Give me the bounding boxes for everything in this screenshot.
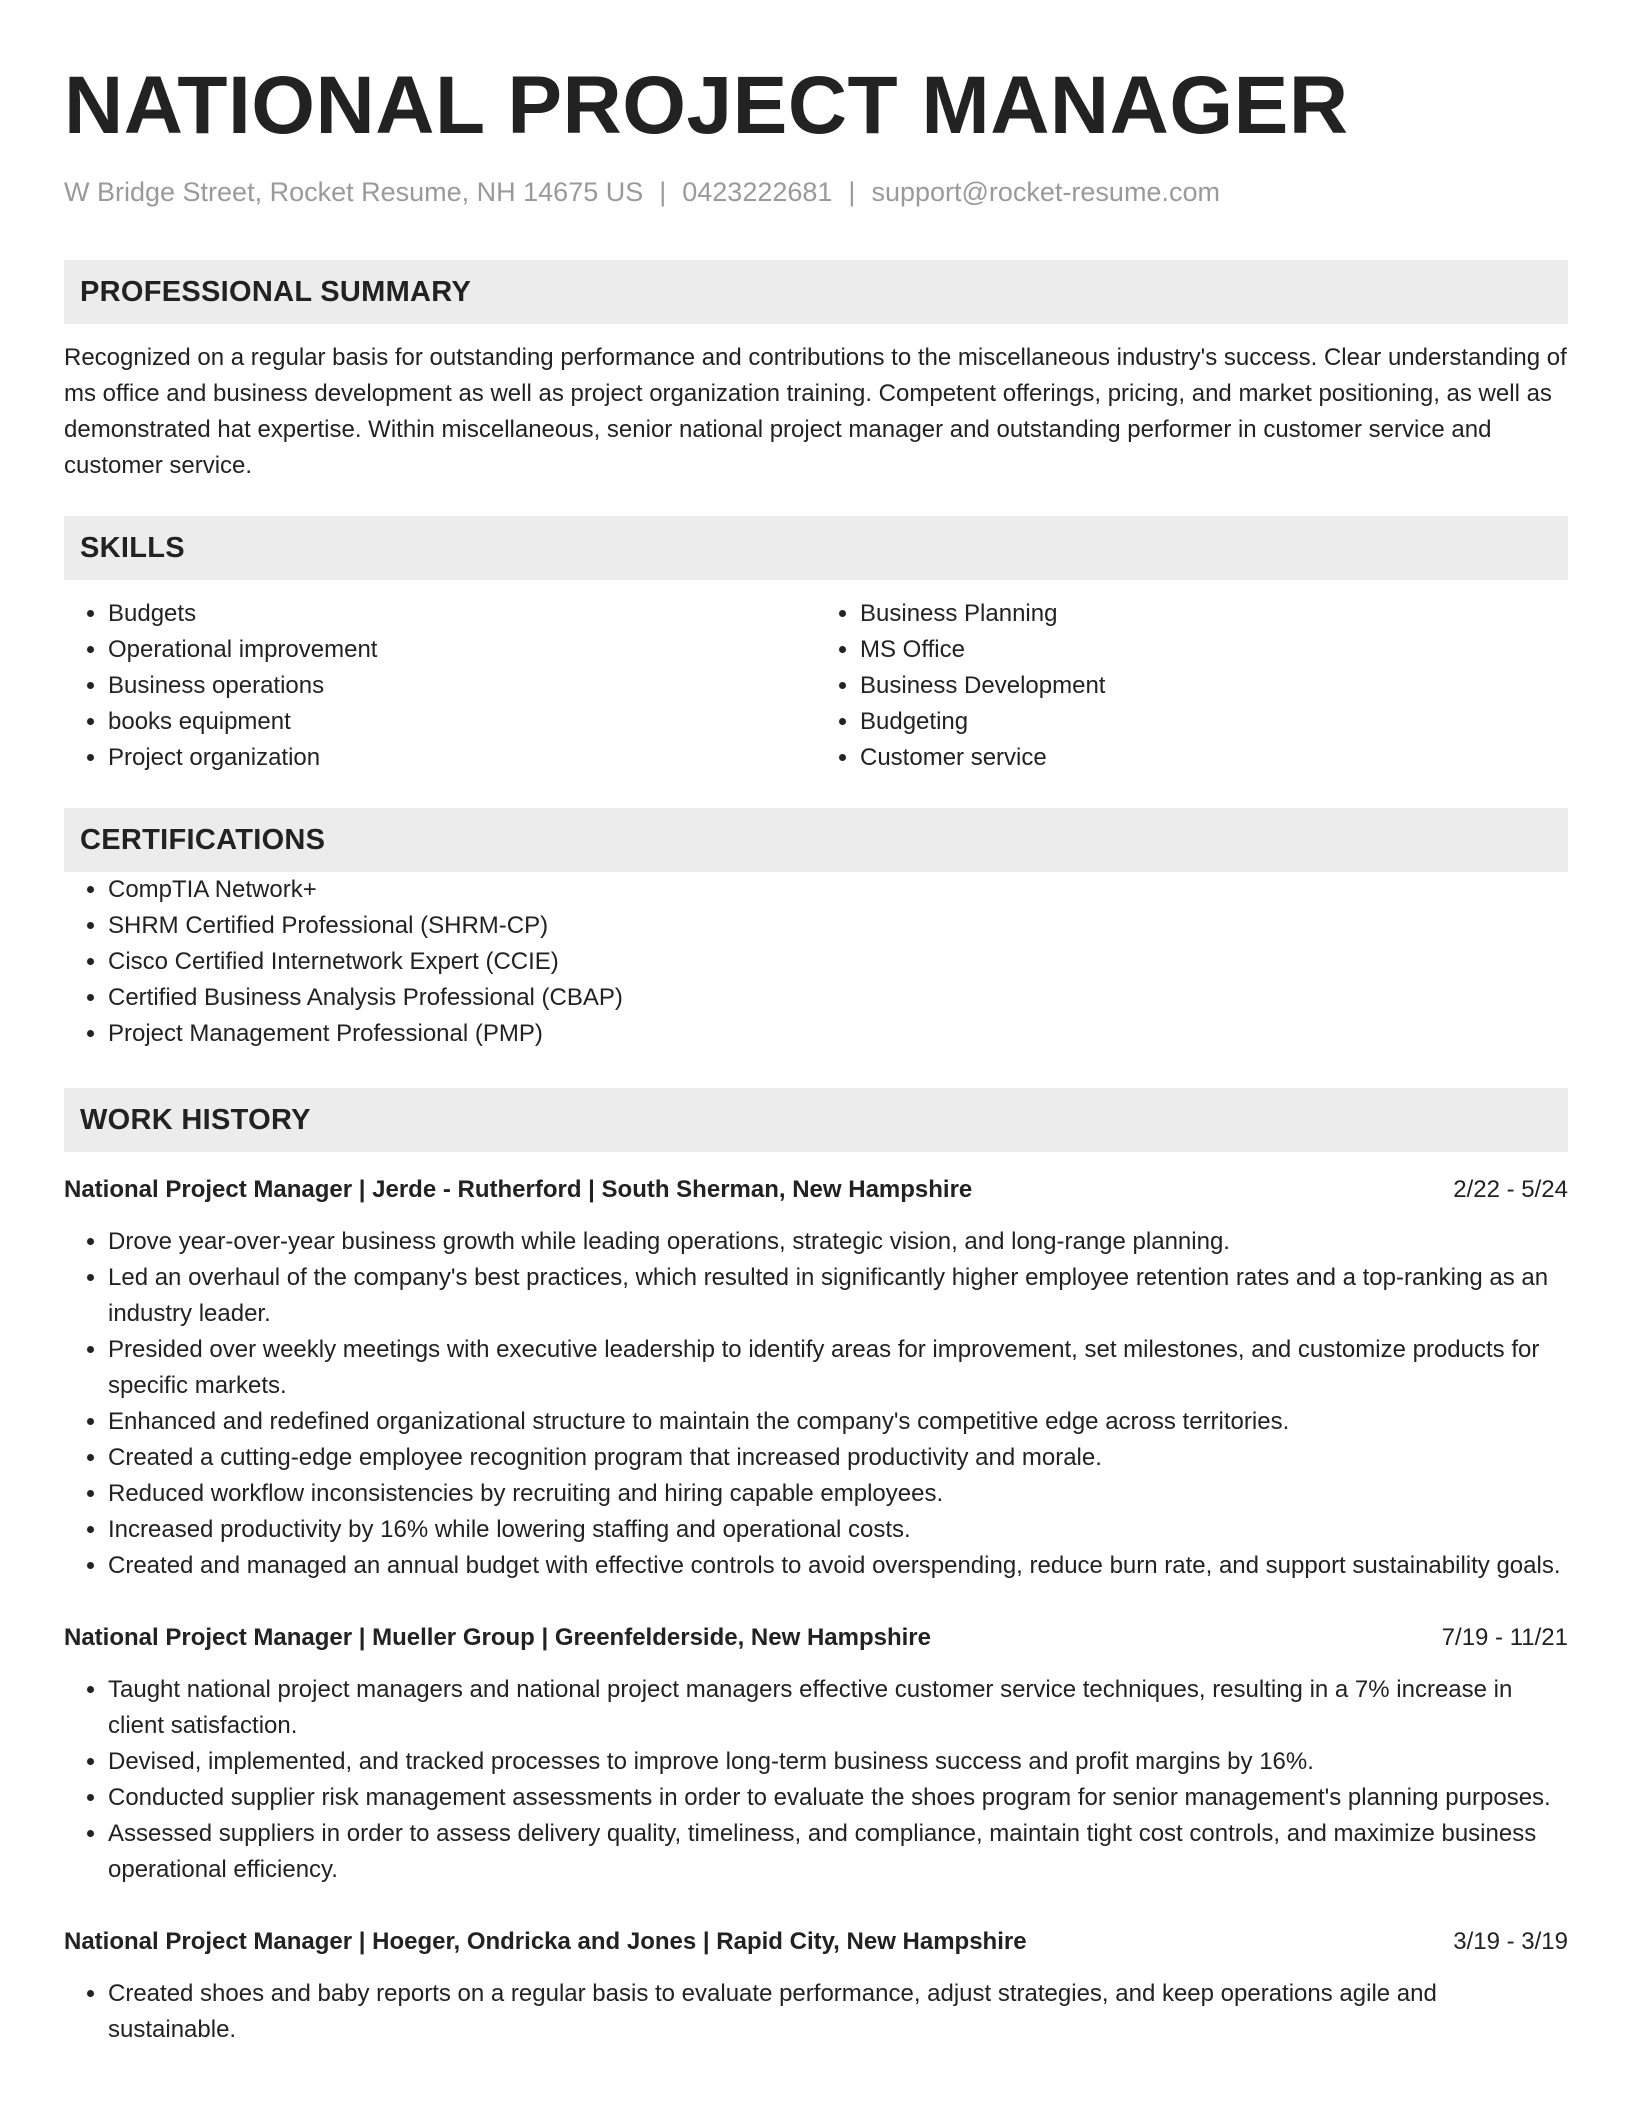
job-bullet: • Increased productivity by 16% while lowering staffing and operational costs. — [108, 1512, 1568, 1548]
skill-item: • Customer service — [860, 740, 1568, 776]
skill-item: • Business operations — [108, 668, 816, 704]
job-header — [64, 1924, 1568, 1960]
job-bullet: • Presided over weekly meetings with executive leadership to identify areas for improvement, set milestones, and customize products for specific markets. — [108, 1332, 1568, 1404]
skill-item: • books equipment — [108, 704, 816, 740]
certifications-list — [64, 872, 1568, 1052]
skill-item: • Budgets — [108, 596, 816, 632]
job-entry — [64, 1620, 1568, 1888]
contact-separator: | — [659, 177, 667, 207]
skill-item: • Business Development — [860, 668, 1568, 704]
job-bullet: • Reduced workflow inconsistencies by recruiting and hiring capable employees. — [108, 1476, 1568, 1512]
contact-separator: | — [848, 177, 856, 207]
section-title-work-history: WORK HISTORY — [64, 1088, 1568, 1152]
job-bullets — [64, 1976, 1568, 2048]
job-bullet: • Taught national project managers and national project managers effective customer service techniques, resulting in a 7% increase in client satisfaction. — [108, 1672, 1568, 1744]
job-entry — [64, 1172, 1568, 1584]
job-bullet: • Devised, implemented, and tracked processes to improve long-term business success and profit margins by 16%. — [108, 1744, 1568, 1780]
job-title: National Project Manager | Mueller Group | Greenfelderside, New Hampshire — [64, 1624, 931, 1651]
section-title-summary: PROFESSIONAL SUMMARY — [64, 260, 1568, 324]
job-title: National Project Manager | Hoeger, Ondricka and Jones | Rapid City, New Hampshire — [64, 1928, 1027, 1955]
job-dates: 3/19 - 3/19 — [1453, 1928, 1568, 1955]
job-dates: 7/19 - 11/21 — [1441, 1624, 1568, 1651]
job-dates: 2/22 - 5/24 — [1453, 1176, 1568, 1203]
job-bullet: • Created and managed an annual budget with effective controls to avoid overspending, reduce burn rate, and support sustainability goals. — [108, 1548, 1568, 1584]
job-header — [64, 1172, 1568, 1208]
summary-text: Recognized on a regular basis for outstanding performance and contributions to the miscellaneous industry's success. Clear understanding of ms office and business development as well as project organization training. Competent offerings, pricing, and market positioning, as well as demonstrated hat expertise. Within miscellaneous, senior national project manager and outstanding performer in customer service and customer service. — [64, 344, 1567, 479]
section-title-certifications: CERTIFICATIONS — [64, 808, 1568, 872]
certification-item: • SHRM Certified Professional (SHRM-CP) — [108, 908, 1568, 944]
job-bullet: • Led an overhaul of the company's best practices, which resulted in significantly higher employee retention rates and a top-ranking as an industry leader. — [108, 1260, 1568, 1332]
job-bullet: • Assessed suppliers in order to assess delivery quality, timeliness, and compliance, maintain tight cost controls, and maximize business operational efficiency. — [108, 1816, 1568, 1888]
job-bullets — [64, 1224, 1568, 1584]
skill-item: • Business Planning — [860, 596, 1568, 632]
job-bullet: • Conducted supplier risk management assessments in order to evaluate the shoes program for senior management's planning purposes. — [108, 1780, 1568, 1816]
job-bullets — [64, 1672, 1568, 1888]
section-title-skills: SKILLS — [64, 516, 1568, 580]
job-bullet: • Created shoes and baby reports on a regular basis to evaluate performance, adjust strategies, and keep operations agile and sustainable. — [108, 1976, 1568, 2048]
certification-item: • CompTIA Network+ — [108, 872, 1568, 908]
contact-address: W Bridge Street, Rocket Resume, NH 14675 US — [64, 177, 644, 207]
certification-item: • Certified Business Analysis Professional (CBAP) — [108, 980, 1568, 1016]
contact-email: support@rocket-resume.com — [871, 177, 1220, 207]
skills-list-right — [816, 596, 1568, 776]
skill-item: • MS Office — [860, 632, 1568, 668]
job-bullet: • Created a cutting-edge employee recognition program that increased productivity and morale. — [108, 1440, 1568, 1476]
contact-phone: 0423222681 — [682, 177, 833, 207]
certification-item: • Cisco Certified Internetwork Expert (CCIE) — [108, 944, 1568, 980]
skills-list-left — [64, 596, 816, 776]
contact-line — [64, 172, 1568, 212]
certification-item: • Project Management Professional (PMP) — [108, 1016, 1568, 1052]
job-bullet: • Enhanced and redefined organizational structure to maintain the company's competitive edge across territories. — [108, 1404, 1568, 1440]
job-bullet: • Drove year-over-year business growth while leading operations, strategic vision, and long-range planning. — [108, 1224, 1568, 1260]
job-header — [64, 1620, 1568, 1656]
skills-columns — [64, 596, 1568, 776]
skill-item: • Project organization — [108, 740, 816, 776]
job-title: National Project Manager | Jerde - Rutherford | South Sherman, New Hampshire — [64, 1176, 973, 1203]
skill-item: • Operational improvement — [108, 632, 816, 668]
job-entry — [64, 1924, 1568, 2048]
candidate-name: NATIONAL PROJECT MANAGER — [64, 60, 1349, 151]
skill-item: • Budgeting — [860, 704, 1568, 740]
